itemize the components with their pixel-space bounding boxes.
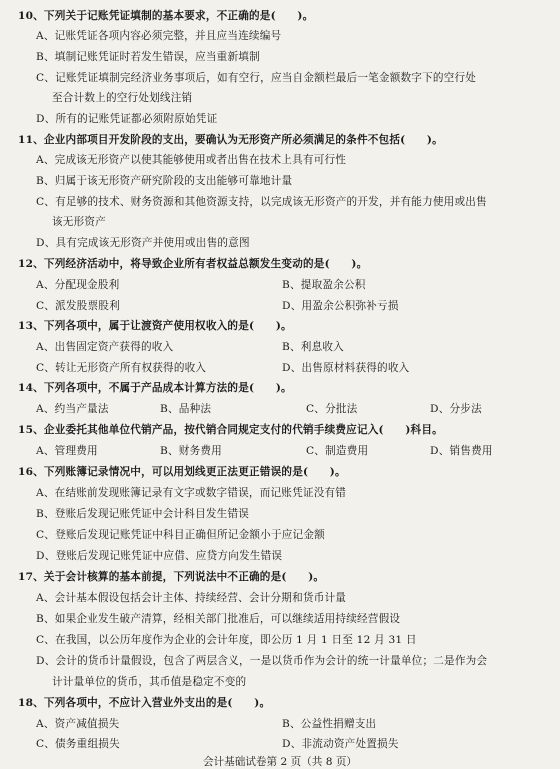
question-18-stem: 18、下列各项中，不应计入营业外支出的是( )。 xyxy=(18,697,271,709)
question-18-option-c: C、债务重组损失 xyxy=(36,738,120,750)
question-13-option-c: C、转让无形资产所有权获得的收入 xyxy=(36,362,207,374)
question-14-option-c: C、分批法 xyxy=(306,403,358,415)
question-11-option-d: D、具有完成该无形资产并使用或出售的意图 xyxy=(36,237,250,249)
question-17-option-b: B、如果企业发生破产清算，经相关部门批准后，可以继续适用持续经营假设 xyxy=(36,613,401,625)
question-11-option-b: B、归属于该无形资产研究阶段的支出能够可靠地计量 xyxy=(36,175,293,187)
question-17-option-d-cont: 计计量单位的货币，其币值是稳定不变的 xyxy=(52,676,247,688)
question-16-option-c: C、登账后发现记账凭证中科目正确但所记金额小于应记金额 xyxy=(36,529,325,541)
question-11-option-a: A、完成该无形资产以使其能够使用或者出售在技术上具有可行性 xyxy=(36,154,347,166)
question-14-option-b: B、品种法 xyxy=(160,403,212,415)
question-18-option-d: D、非流动资产处置损失 xyxy=(282,738,399,750)
question-13-option-a: A、出售固定资产获得的收入 xyxy=(36,341,174,353)
question-17-option-d: D、会计的货币计量假设，包含了两层含义，一是以货币作为会计的统一计量单位；二是作为会 xyxy=(36,655,488,667)
question-15-option-b: B、财务费用 xyxy=(160,445,222,457)
question-14-option-a: A、约当产量法 xyxy=(36,403,109,415)
question-10-option-d: D、所有的记账凭证都必须附原始凭证 xyxy=(36,113,218,125)
question-13-option-b: B、利息收入 xyxy=(282,341,344,353)
question-12-stem: 12、下列经济活动中，将导致企业所有者权益总额发生变动的是( )。 xyxy=(18,258,368,270)
question-10-option-c-cont: 至合计数上的空行处划线注销 xyxy=(52,92,193,104)
question-17-stem: 17、关于会计核算的基本前提，下列说法中不正确的是( )。 xyxy=(18,571,325,583)
question-18-option-b: B、公益性捐赠支出 xyxy=(282,718,377,730)
question-18-option-a: A、资产减值损失 xyxy=(36,718,120,730)
question-13-stem: 13、下列各项中，属于让渡资产使用权收入的是( )。 xyxy=(18,320,292,332)
question-10-option-a: A、记账凭证各项内容必须完整，并且应当连续编号 xyxy=(36,30,282,42)
question-12-option-a: A、分配现金股利 xyxy=(36,279,120,291)
question-11-option-c-cont: 该无形资产 xyxy=(52,216,106,228)
page-footer: 会计基础试卷第 2 页（共 8 页） xyxy=(202,756,358,768)
question-17-option-c: C、在我国，以公历年度作为企业的会计年度，即公历 1 月 1 日至 12 月 31 日 xyxy=(36,634,417,646)
question-16-option-d: D、登账后发现记账凭证中应借、应贷方向发生错误 xyxy=(36,550,283,562)
question-16-option-b: B、登账后发现记账凭证中会计科目发生错误 xyxy=(36,508,250,520)
question-11-stem: 11、企业内部项目开发阶段的支出，要确认为无形资产所必须满足的条件不包括( )。 xyxy=(18,134,443,146)
question-10-option-c: C、记账凭证填制完经济业务事项后，如有空行，应当自金额栏最后一笔金额数字下的空行处 xyxy=(36,72,477,84)
question-11-option-c: C、有足够的技术、财务资源和其他资源支持，以完成该无形资产的开发，并有能力使用或出售 xyxy=(36,196,487,208)
question-12-option-c: C、派发股票股利 xyxy=(36,300,120,312)
question-16-stem: 16、下列账簿记录情况中，可以用划线更正法更正错误的是( )。 xyxy=(18,466,346,478)
question-17-option-a: A、会计基本假设包括会计主体、持续经营、会计分期和货币计量 xyxy=(36,592,347,604)
question-14-option-d: D、分步法 xyxy=(430,403,482,415)
question-12-option-d: D、用盈余公积弥补亏损 xyxy=(282,300,399,312)
question-10-stem: 10、下列关于记账凭证填制的基本要求，不正确的是( )。 xyxy=(18,10,314,22)
question-10-option-b: B、填制记账凭证时若发生错误，应当重新填制 xyxy=(36,51,260,63)
question-14-stem: 14、下列各项中，不属于产品成本计算方法的是( )。 xyxy=(18,382,292,394)
question-15-option-d: D、销售费用 xyxy=(430,445,493,457)
question-15-option-a: A、管理费用 xyxy=(36,445,98,457)
question-12-option-b: B、提取盈余公积 xyxy=(282,279,366,291)
question-13-option-d: D、出售原材料获得的收入 xyxy=(282,362,410,374)
question-15-option-c: C、制造费用 xyxy=(306,445,369,457)
question-15-stem: 15、企业委托其他单位代销产品，按代销合同规定支付的代销手续费应记入( )科目。 xyxy=(18,424,443,436)
question-16-option-a: A、在结账前发现账簿记录有文字或数字错误，而记账凭证没有错 xyxy=(36,487,347,499)
